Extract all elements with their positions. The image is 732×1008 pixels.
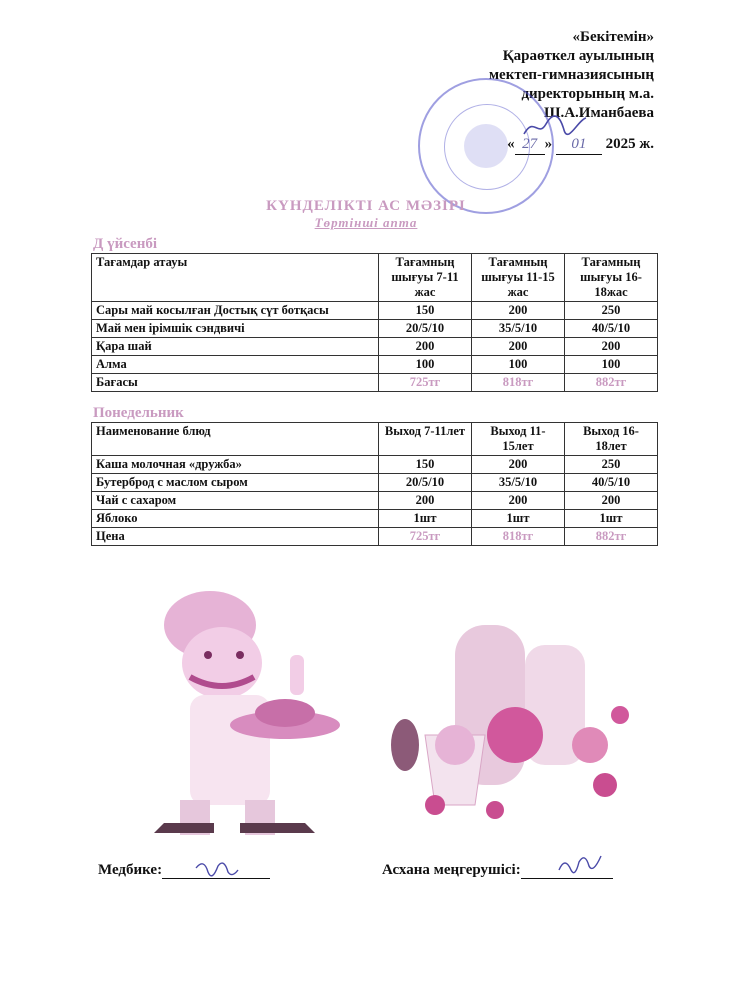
portion-cell: 1шт [565,510,658,528]
dish-name: Чай с сахаром [92,492,379,510]
column-header: Наименование блюд [92,423,379,456]
portion-cell: 1шт [472,510,565,528]
day-label-ru: Понедельник [93,405,184,421]
price-cell: 882тг [565,528,658,546]
director-signature [520,112,590,142]
price-label: Бағасы [92,374,379,392]
portion-cell: 1шт [379,510,472,528]
portion-cell: 150 [379,302,472,320]
dish-name: Алма [92,356,379,374]
date-quote-open: « [507,136,515,152]
price-cell: 725тг [379,374,472,392]
dish-name: Яблоко [92,510,379,528]
menu-title: КҮНДЕЛІКТІ АС МӘЗІРІ [266,198,466,214]
column-header: Выход 7-11лет [379,423,472,456]
table-header-row [92,423,658,456]
price-cell: 725тг [379,528,472,546]
table-row [92,510,658,528]
portion-cell: 35/5/10 [472,474,565,492]
table-row [92,474,658,492]
column-header: Тағамның шығуы 16-18жас [565,254,658,302]
menu-table-kz [91,253,658,392]
portion-cell: 100 [565,356,658,374]
approval-line: директорының м.а. [521,86,654,102]
column-header: Тағамдар атауы [92,254,379,302]
portion-cell: 100 [379,356,472,374]
portion-cell: 35/5/10 [472,320,565,338]
portion-cell: 200 [472,338,565,356]
menu-table-ru [91,422,658,546]
price-cell: 882тг [565,374,658,392]
table-header-row [92,254,658,302]
chef-illustration [150,585,350,840]
portion-cell: 200 [379,338,472,356]
price-label: Цена [92,528,379,546]
table-row [92,456,658,474]
table-row [92,338,658,356]
nurse-handwritten-signature [192,856,242,880]
table-row [92,302,658,320]
menu-subtitle: Төртінші апта [314,215,418,230]
nurse-signature [98,862,270,879]
portion-cell: 40/5/10 [565,320,658,338]
portion-cell: 200 [379,492,472,510]
price-cell: 818тг [472,528,565,546]
portion-cell: 200 [565,492,658,510]
cook-label: Асхана меңгерушісі: [382,862,521,878]
portion-cell: 100 [472,356,565,374]
date-year: 2025 ж. [605,136,654,152]
dish-name: Бутерброд с маслом сыром [92,474,379,492]
price-row [92,374,658,392]
portion-cell: 200 [565,338,658,356]
date-month: 01 [556,135,602,155]
nurse-label: Медбике: [98,862,163,878]
portion-cell: 150 [379,456,472,474]
approval-line: Қараөткел ауылының [502,48,654,64]
portion-cell: 200 [472,456,565,474]
cook-handwritten-signature [555,852,605,878]
portion-cell: 40/5/10 [565,474,658,492]
seal-emblem [464,124,508,168]
column-header: Выход 11-15лет [472,423,565,456]
column-header: Выход 16-18лет [565,423,658,456]
approval-signer: Ш.А.Иманбаева [544,105,654,121]
portion-cell: 20/5/10 [379,320,472,338]
dish-name: Каша молочная «дружба» [92,456,379,474]
table-row [92,320,658,338]
table-row [92,356,658,374]
portion-cell: 250 [565,302,658,320]
official-seal-stamp [418,78,554,214]
dish-name: Қара шай [92,338,379,356]
approval-line: мектеп-гимназиясының [488,67,654,83]
date-day: 27 [515,135,545,155]
price-cell: 818тг [472,374,565,392]
approval-line: «Бекітемін» [572,29,654,45]
portion-cell: 250 [565,456,658,474]
fruit-dairy-illustration [385,605,645,830]
dish-name: Май мен ірімшік сэндвичі [92,320,379,338]
day-label-kz: Д үйсенбі [93,236,158,252]
price-row [92,528,658,546]
portion-cell: 200 [472,492,565,510]
dish-name: Сары май косылған Достық сүт ботқасы [92,302,379,320]
table-row [92,492,658,510]
date-quote-close: » [544,136,553,152]
portion-cell: 200 [472,302,565,320]
portion-cell: 20/5/10 [379,474,472,492]
column-header: Тағамның шығуы 7-11 жас [379,254,472,302]
column-header: Тағамның шығуы 11-15 жас [472,254,565,302]
